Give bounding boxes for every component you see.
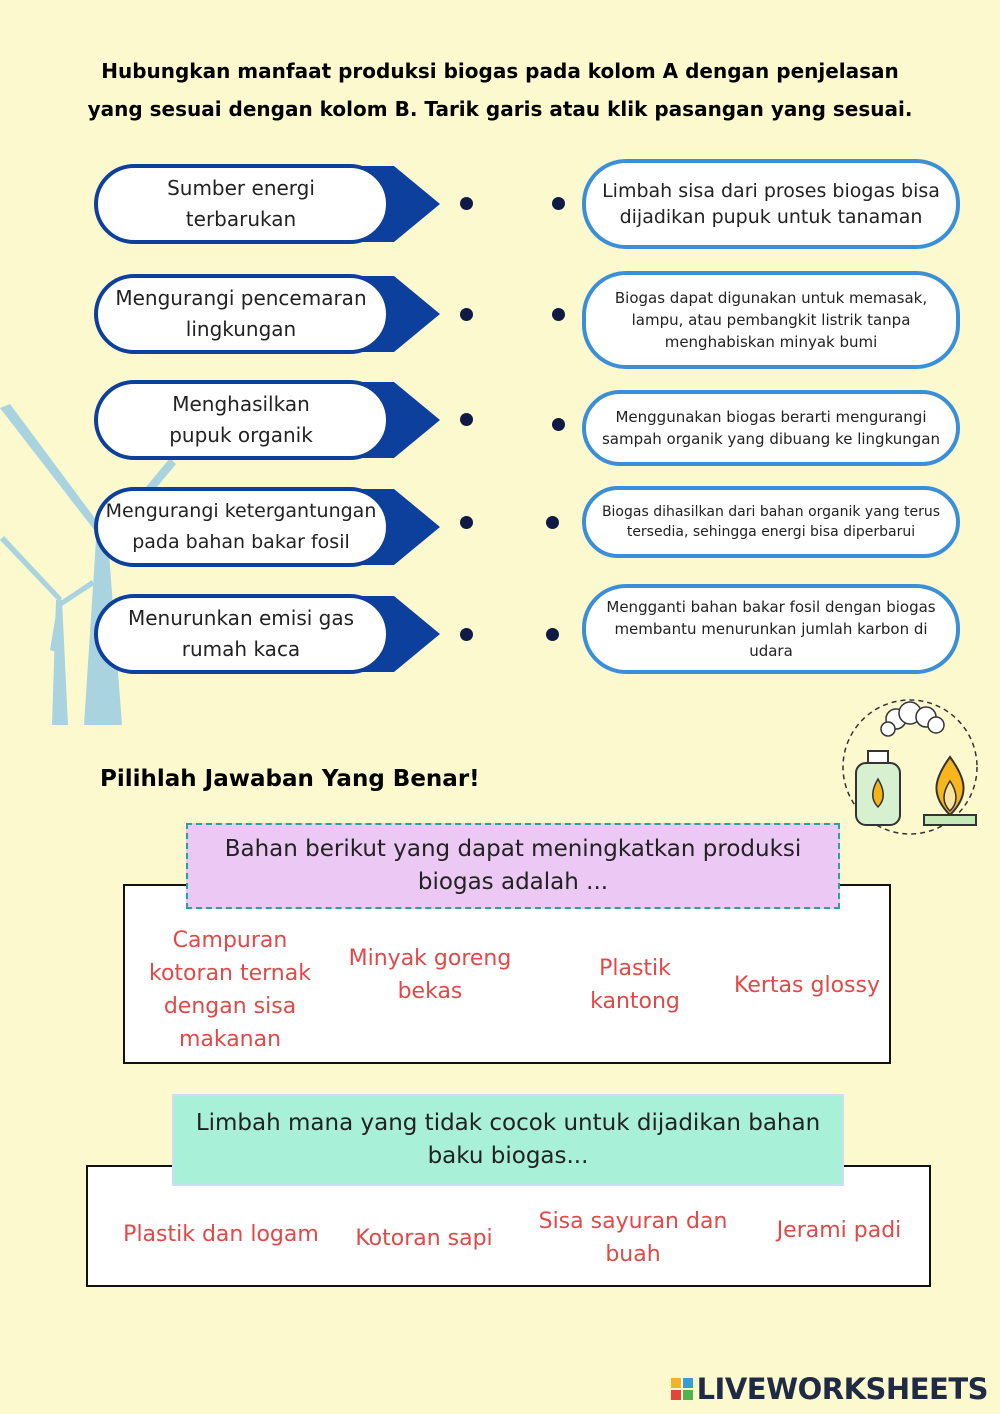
column-a-item-2[interactable] — [94, 273, 444, 355]
question-2-option-4[interactable]: Jerami padi — [776, 1217, 902, 1243]
match-dot-b-5[interactable] — [546, 628, 559, 641]
instruction-text — [40, 52, 960, 128]
match-dot-a-5[interactable] — [460, 628, 473, 641]
question-2-option-1[interactable]: Plastik dan logam — [123, 1221, 319, 1247]
question-1-option-3[interactable]: Plastik kantong — [590, 956, 680, 1014]
column-a-text: Sumber energi terbarukan — [167, 176, 315, 231]
question-1-option-2[interactable]: Minyak goreng bekas — [348, 946, 512, 1004]
question-1-banner — [186, 823, 840, 909]
instruction-line-1: Hubungkan manfaat produksi biogas pada kolom A dengan penjelasan — [101, 59, 899, 83]
instruction-line-2: yang sesuai dengan kolom B. Tarik garis atau klik pasangan yang sesuai. — [87, 97, 913, 121]
match-dot-a-4[interactable] — [460, 516, 473, 529]
column-a-item-5[interactable] — [94, 593, 444, 675]
question-1-text: Bahan berikut yang dapat meningkatkan produksi biogas adalah ... — [224, 836, 802, 895]
column-b-item-3[interactable]: Menggunakan biogas berarti mengurangi sampah organik yang dibuang ke lingkungan — [582, 390, 960, 466]
column-a-item-1[interactable] — [94, 163, 444, 245]
liveworksheets-logo-icon — [671, 1378, 693, 1400]
column-a-text: Menurunkan emisi gas rumah kaca — [127, 606, 355, 661]
match-dot-b-4[interactable] — [546, 516, 559, 529]
column-b-item-2[interactable]: Biogas dapat digunakan untuk memasak, lampu, atau pembangkit listrik tanpa menghabiskan minyak bumi — [582, 271, 960, 369]
match-dot-b-1[interactable] — [552, 197, 565, 210]
match-dot-a-2[interactable] — [460, 308, 473, 321]
question-2-option-3[interactable]: Sisa sayuran dan buah — [538, 1209, 728, 1267]
question-1-option-4[interactable]: Kertas glossy — [734, 972, 880, 998]
match-dot-b-3[interactable] — [552, 418, 565, 431]
column-a-text: Mengurangi pencemaran lingkungan — [115, 286, 367, 341]
question-2-text: Limbah mana yang tidak cocok untuk dijadikan bahan baku biogas... — [195, 1110, 821, 1169]
brand-text: LIVEWORKSHEETS — [696, 1372, 988, 1406]
gas-stove-icon — [838, 695, 983, 840]
column-a-text: Menghasilkan pupuk organik — [169, 392, 313, 447]
question-2-banner — [172, 1094, 844, 1186]
match-dot-a-3[interactable] — [460, 413, 473, 426]
match-dot-a-1[interactable] — [460, 197, 473, 210]
section-title: Pilihlah Jawaban Yang Benar! — [100, 766, 480, 792]
liveworksheets-logo — [671, 1372, 988, 1406]
question-1-option-1[interactable]: Campuran kotoran ternak dengan sisa makanan — [149, 928, 311, 1052]
column-a-item-4[interactable] — [94, 486, 444, 568]
column-b-item-5[interactable]: Mengganti bahan bakar fosil dengan biogas membantu menurunkan jumlah karbon di udara — [582, 584, 960, 674]
match-dot-b-2[interactable] — [552, 308, 565, 321]
question-2-option-2[interactable]: Kotoran sapi — [355, 1225, 493, 1251]
column-a-text: Mengurangi ketergantungan pada bahan bakar fosil — [105, 500, 377, 553]
column-b-item-1[interactable]: Limbah sisa dari proses biogas bisa dijadikan pupuk untuk tanaman — [582, 159, 960, 249]
column-a-item-3[interactable] — [94, 379, 444, 461]
column-b-item-4[interactable]: Biogas dihasilkan dari bahan organik yang terus tersedia, sehingga energi bisa diperbarui — [582, 486, 960, 558]
